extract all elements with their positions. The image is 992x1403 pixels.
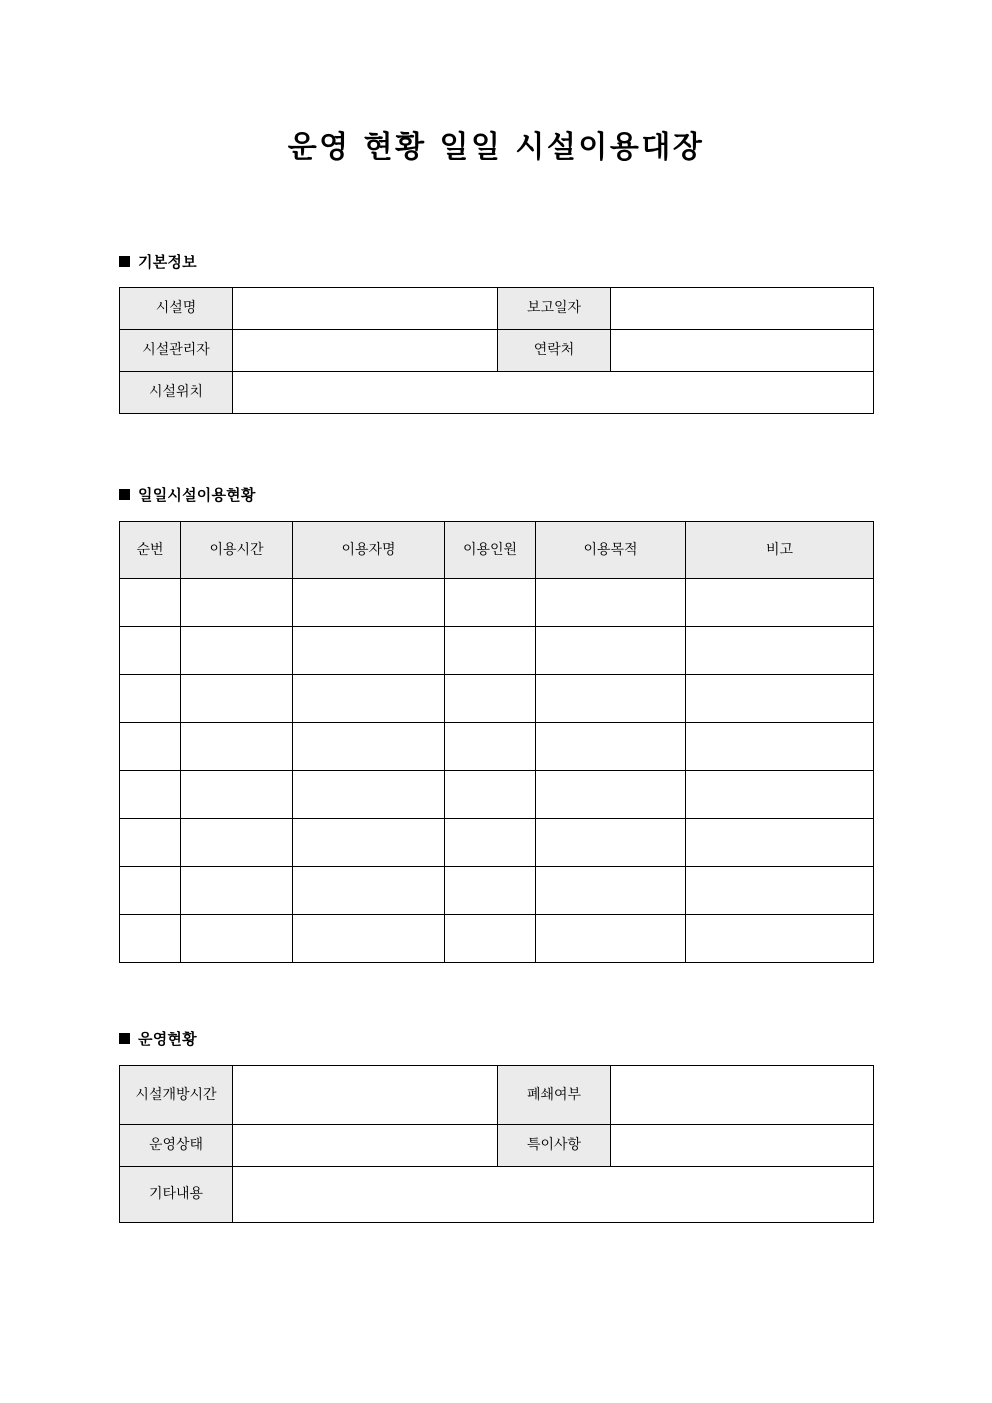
field-label-contact: 연락처 — [498, 330, 611, 372]
cell-no[interactable] — [120, 915, 181, 963]
cell-user-count[interactable] — [445, 915, 536, 963]
cell-remarks[interactable] — [686, 771, 874, 819]
table-row — [120, 288, 874, 330]
section-heading-daily-usage-label: 일일시설이용현황 — [138, 486, 256, 504]
table-row — [120, 867, 874, 915]
section-heading-basic-info — [119, 251, 197, 272]
section-heading-operation-status-label: 운영현황 — [138, 1030, 197, 1048]
section-heading-operation-status — [119, 1028, 197, 1049]
table-row — [120, 819, 874, 867]
column-header-usage-purpose: 이용목적 — [536, 522, 686, 579]
cell-usage-time[interactable] — [181, 819, 293, 867]
cell-no[interactable] — [120, 771, 181, 819]
cell-usage-purpose[interactable] — [536, 771, 686, 819]
cell-user-count[interactable] — [445, 771, 536, 819]
field-value-contact[interactable] — [611, 330, 874, 372]
table-row — [120, 723, 874, 771]
table-row — [120, 627, 874, 675]
table-row — [120, 372, 874, 414]
filled-square-bullet-icon — [119, 1033, 130, 1044]
table-row — [120, 771, 874, 819]
column-header-user-count: 이용인원 — [445, 522, 536, 579]
filled-square-bullet-icon — [119, 489, 130, 500]
field-value-other-content[interactable] — [233, 1167, 874, 1223]
operation-status-table — [119, 1065, 874, 1223]
field-label-facility-manager: 시설관리자 — [120, 330, 233, 372]
cell-no[interactable] — [120, 867, 181, 915]
field-label-other-content: 기타내용 — [120, 1167, 233, 1223]
column-header-no: 순번 — [120, 522, 181, 579]
cell-user-name[interactable] — [293, 627, 445, 675]
cell-usage-purpose[interactable] — [536, 627, 686, 675]
cell-usage-time[interactable] — [181, 915, 293, 963]
table-row — [120, 330, 874, 372]
field-value-opening-hours[interactable] — [233, 1066, 498, 1125]
cell-no[interactable] — [120, 723, 181, 771]
cell-usage-purpose[interactable] — [536, 819, 686, 867]
column-header-usage-time: 이용시간 — [181, 522, 293, 579]
field-value-operation-state[interactable] — [233, 1125, 498, 1167]
table-row — [120, 1167, 874, 1223]
cell-remarks[interactable] — [686, 819, 874, 867]
field-label-facility-location: 시설위치 — [120, 372, 233, 414]
field-value-special-notes[interactable] — [611, 1125, 874, 1167]
page-title: 운영 현황 일일 시설이용대장 — [287, 130, 705, 165]
table-row — [120, 675, 874, 723]
cell-remarks[interactable] — [686, 675, 874, 723]
field-value-facility-manager[interactable] — [233, 330, 498, 372]
cell-user-name[interactable] — [293, 867, 445, 915]
cell-usage-time[interactable] — [181, 675, 293, 723]
cell-user-name[interactable] — [293, 819, 445, 867]
cell-usage-time[interactable] — [181, 627, 293, 675]
cell-user-count[interactable] — [445, 867, 536, 915]
cell-user-count[interactable] — [445, 819, 536, 867]
field-value-facility-location[interactable] — [233, 372, 874, 414]
cell-user-name[interactable] — [293, 771, 445, 819]
field-value-report-date[interactable] — [611, 288, 874, 330]
cell-no[interactable] — [120, 819, 181, 867]
field-label-opening-hours: 시설개방시간 — [120, 1066, 233, 1125]
daily-usage-table — [119, 521, 874, 963]
cell-no[interactable] — [120, 675, 181, 723]
cell-user-count[interactable] — [445, 723, 536, 771]
section-heading-basic-info-label: 기본정보 — [138, 253, 197, 271]
cell-usage-time[interactable] — [181, 771, 293, 819]
cell-user-name[interactable] — [293, 723, 445, 771]
field-label-special-notes: 특이사항 — [498, 1125, 611, 1167]
table-row — [120, 915, 874, 963]
cell-remarks[interactable] — [686, 723, 874, 771]
cell-user-count[interactable] — [445, 675, 536, 723]
table-row — [120, 579, 874, 627]
cell-no[interactable] — [120, 627, 181, 675]
table-row — [120, 1066, 874, 1125]
table-header-row — [120, 522, 874, 579]
cell-usage-purpose[interactable] — [536, 723, 686, 771]
cell-user-count[interactable] — [445, 579, 536, 627]
basic-info-table — [119, 287, 874, 414]
section-heading-daily-usage — [119, 484, 256, 505]
table-row — [120, 1125, 874, 1167]
cell-remarks[interactable] — [686, 579, 874, 627]
cell-usage-time[interactable] — [181, 579, 293, 627]
cell-user-name[interactable] — [293, 579, 445, 627]
cell-user-name[interactable] — [293, 675, 445, 723]
cell-usage-time[interactable] — [181, 723, 293, 771]
column-header-remarks: 비고 — [686, 522, 874, 579]
cell-usage-time[interactable] — [181, 867, 293, 915]
daily-usage-table-body — [120, 579, 874, 963]
cell-no[interactable] — [120, 579, 181, 627]
field-label-report-date: 보고일자 — [498, 288, 611, 330]
field-value-closure-status[interactable] — [611, 1066, 874, 1125]
filled-square-bullet-icon — [119, 256, 130, 267]
field-label-facility-name: 시설명 — [120, 288, 233, 330]
field-label-operation-state: 운영상태 — [120, 1125, 233, 1167]
cell-user-name[interactable] — [293, 915, 445, 963]
cell-usage-purpose[interactable] — [536, 915, 686, 963]
cell-usage-purpose[interactable] — [536, 675, 686, 723]
cell-remarks[interactable] — [686, 867, 874, 915]
cell-usage-purpose[interactable] — [536, 867, 686, 915]
cell-remarks[interactable] — [686, 915, 874, 963]
field-value-facility-name[interactable] — [233, 288, 498, 330]
cell-remarks[interactable] — [686, 627, 874, 675]
cell-user-count[interactable] — [445, 627, 536, 675]
field-label-closure-status: 폐쇄여부 — [498, 1066, 611, 1125]
cell-usage-purpose[interactable] — [536, 579, 686, 627]
column-header-user-name: 이용자명 — [293, 522, 445, 579]
